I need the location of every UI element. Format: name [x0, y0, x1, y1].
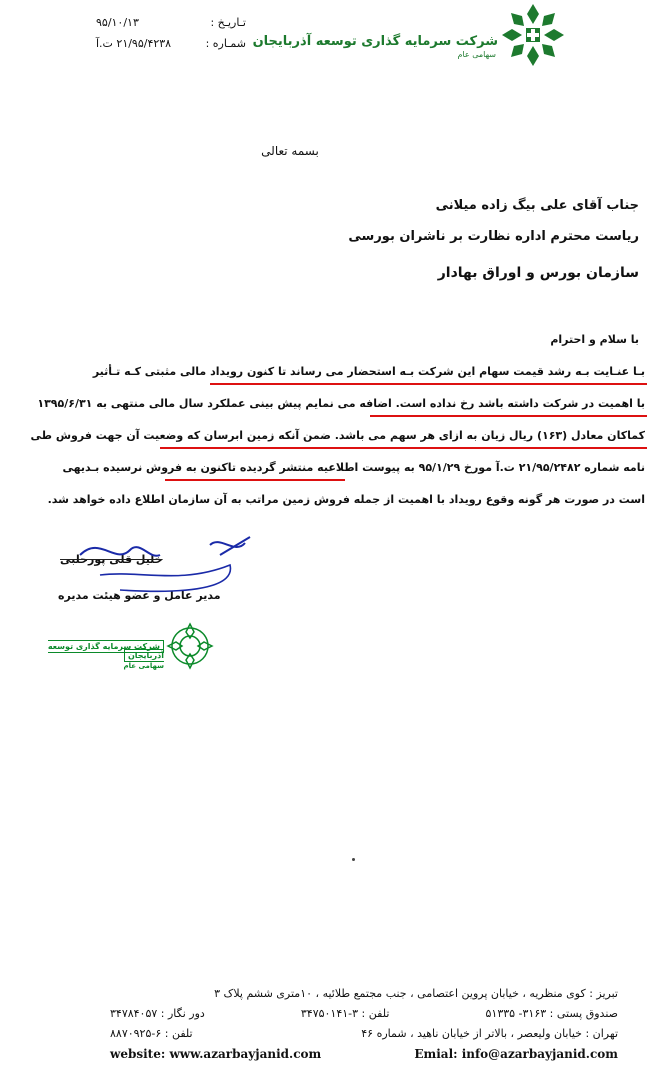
red-underline [165, 479, 345, 481]
red-underline [160, 447, 647, 449]
company-logo-icon [500, 2, 566, 68]
footer-postal-box: صندوق پستی : ۳۱۶۳- ۵۱۳۳۵ [485, 1007, 618, 1020]
company-name: شرکت سرمایه گذاری توسعه آذربایجان [252, 34, 498, 49]
footer-contact-row [110, 1004, 618, 1024]
number-label: شمـاره : [205, 37, 246, 50]
body-line-1: بـا عنـایت بـه رشد قیمت سهام این شرکت بـه استحضار می رساند تا کنون رویداد مالی مثبتی کـه تـأثیر [92, 365, 645, 378]
footer-web-row [110, 1044, 618, 1064]
number-value: ۲۱/۹۵/۴۲۳۸ ت.آ [96, 37, 172, 50]
addressee-name: جناب آقای علی بیگ زاده میلانی [435, 198, 639, 213]
stamp-company-name: شرکت سرمایه گذاری توسعه آذربایجان [47, 642, 164, 660]
stamp-text [24, 642, 164, 670]
footer-phone-tabriz: تلفن : ۳-۳۴۷۵۰۱۴۱ [300, 1007, 390, 1020]
red-underline [370, 415, 647, 417]
stamp-company-type: سهامی عام [123, 662, 164, 670]
ink-dot [352, 858, 355, 861]
footer-address-tabriz: تبریز : کوی منظریه ، خیابان پروین اعتصامی ، جنب مجتمع طلائیه ، ۱۰متری ششم پلاک ۳ [214, 987, 618, 1000]
letter-meta [96, 16, 246, 58]
footer-website-link[interactable]: website: www.azarbayjanid.com [110, 1047, 322, 1061]
greeting: با سلام و احترام [550, 333, 639, 346]
body-line-4: نامه شماره ۲۱/۹۵/۲۴۸۲ ت.آ مورخ ۹۵/۱/۲۹ به پیوست اطلاعیه منتشر گردیده تاکنون به فروش نرسیده بـدیهی [62, 461, 645, 474]
number-row [96, 37, 246, 50]
footer-fax: دور نگار : ۳۴۷۸۴۰۵۷ [110, 1007, 205, 1020]
addressee-organization: سازمان بورس و اوراق بهادار [437, 265, 639, 281]
addressee-block [239, 198, 639, 281]
body-line-2: با اهمیت در شرکت داشته باشد رخ نداده است. اضافه می نمایم پیش بینی عملکرد سال مالی منتهی به ۱۳۹۵/۶/۳۱ [37, 397, 645, 410]
date-value: ۹۵/۱۰/۱۳ [96, 16, 139, 29]
addressee-position: ریاست محترم اداره نظارت بر ناشران بورسی [348, 229, 639, 244]
letter-footer [110, 984, 618, 1064]
signatory-name: خلیل قلی پورحلبی [60, 553, 163, 566]
signatory-title: مدیر عامل و عضو هیئت مدیره [58, 589, 221, 602]
footer-address-tehran: تهران : خیابان ولیعصر ، بالاتر از خیابان ناهید ، شماره ۴۶ [361, 1027, 618, 1040]
red-underline [210, 383, 647, 385]
date-label: تـاریـخ : [210, 16, 246, 29]
body-line-3: کماکان معادل (۱۶۳) ریال زیان به ازای هر سهم می باشد. ضمن آنکه زمین ابرسان که وضعیت آن جهت فروش طی [30, 429, 645, 442]
footer-email-link[interactable]: Emial: info@azarbayjanid.com [414, 1047, 618, 1061]
footer-phone-tehran: تلفن : ۶-۸۸۷۰۹۲۵ [110, 1027, 193, 1040]
company-type: سهامی عام [457, 50, 496, 59]
date-row [96, 16, 246, 29]
footer-tehran-row [110, 1024, 618, 1044]
company-header [252, 34, 498, 59]
basmala: بسمه تعالی [261, 144, 319, 158]
letter-body [0, 361, 645, 521]
body-line-5: است در صورت هر گونه وقوع رویداد با اهمیت از جمله فروش زمین مراتب به آن سازمان اطلاع داده خواهد شد. [47, 493, 645, 506]
signature-icon [60, 525, 260, 605]
